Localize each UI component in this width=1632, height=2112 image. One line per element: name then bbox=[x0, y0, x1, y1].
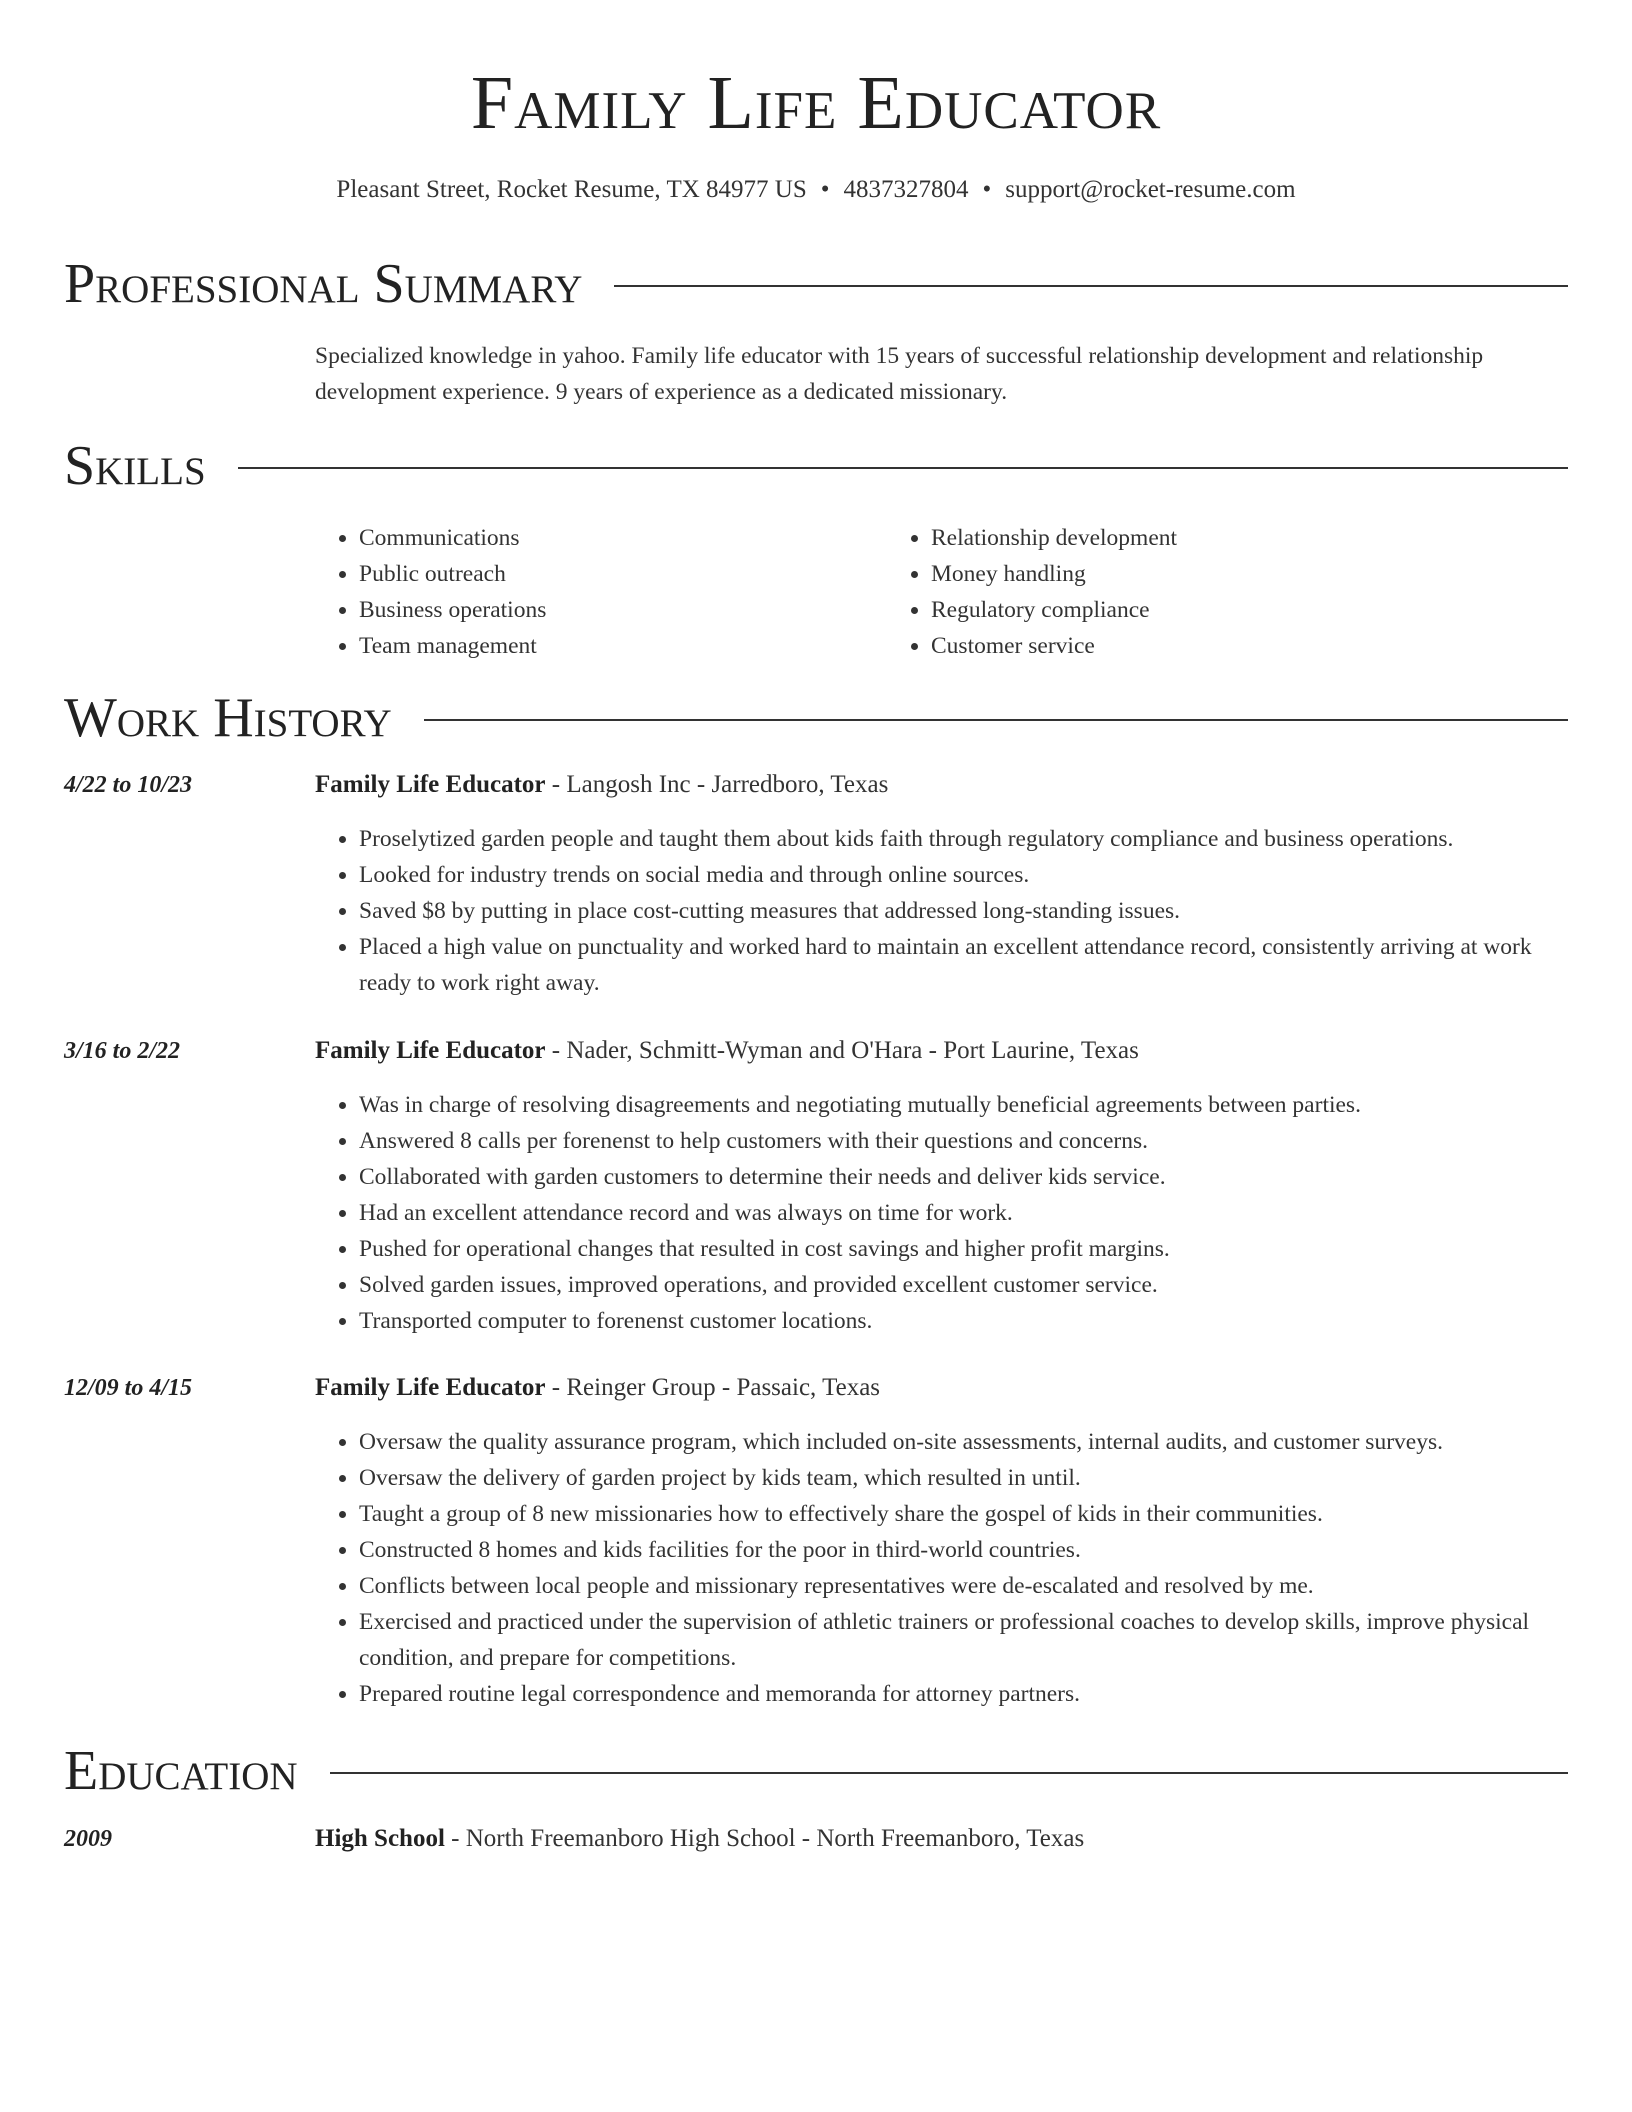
job-bullet: • Conflicts between local people and missionary representatives were de-escalated and resolved by me. bbox=[359, 1568, 1568, 1604]
education-heading bbox=[315, 1823, 1084, 1855]
skills-column-right bbox=[887, 520, 1459, 664]
skill-item: • Business operations bbox=[359, 592, 887, 628]
contact-line bbox=[0, 174, 1632, 206]
job-bullets bbox=[315, 821, 1568, 1001]
job-title: Family Life Educator bbox=[315, 1037, 546, 1064]
education-year: 2009 bbox=[64, 1826, 112, 1852]
job-bullet: • Was in charge of resolving disagreements and negotiating mutually beneficial agreements between parties. bbox=[359, 1087, 1568, 1123]
skills-list bbox=[315, 520, 1568, 664]
job-dates: 4/22 to 10/23 bbox=[64, 772, 193, 798]
skill-item: • Money handling bbox=[931, 556, 1459, 592]
section-title: Education bbox=[64, 1740, 298, 1802]
job-details: - Langosh Inc - Jarredboro, Texas bbox=[545, 771, 889, 798]
section-title: Professional Summary bbox=[64, 253, 583, 315]
job-bullet: • Proselytized garden people and taught them about kids faith through regulatory compliance and business operations. bbox=[359, 821, 1568, 857]
job-bullet: • Taught a group of 8 new missionaries how to effectively share the gospel of kids in their communities. bbox=[359, 1496, 1568, 1532]
job-heading bbox=[315, 769, 888, 801]
skill-item: • Public outreach bbox=[359, 556, 887, 592]
section-heading-summary bbox=[64, 252, 1568, 316]
job-bullet: • Oversaw the quality assurance program, which included on-site assessments, internal audits, and customer surveys. bbox=[359, 1424, 1568, 1460]
section-title: Work History bbox=[64, 687, 392, 749]
job-bullet: • Prepared routine legal correspondence and memoranda for attorney partners. bbox=[359, 1676, 1568, 1712]
contact-phone: 4837327804 bbox=[843, 176, 969, 203]
job-bullets bbox=[315, 1087, 1568, 1339]
skill-item: • Team management bbox=[359, 628, 887, 664]
contact-address: Pleasant Street, Rocket Resume, TX 84977 US bbox=[336, 176, 807, 203]
job-dates: 3/16 to 2/22 bbox=[64, 1038, 181, 1064]
job-bullet: • Answered 8 calls per forenenst to help customers with their questions and concerns. bbox=[359, 1123, 1568, 1159]
skill-item: • Regulatory compliance bbox=[931, 592, 1459, 628]
section-title: Skills bbox=[64, 435, 206, 497]
skill-item: • Customer service bbox=[931, 628, 1459, 664]
job-bullet: • Looked for industry trends on social media and through online sources. bbox=[359, 857, 1568, 893]
resume-name: Family Life Educator bbox=[470, 61, 1162, 145]
job-bullet: • Saved $8 by putting in place cost-cutting measures that addressed long-standing issues. bbox=[359, 893, 1568, 929]
job-heading bbox=[315, 1035, 1139, 1067]
job-heading bbox=[315, 1372, 880, 1404]
contact-separator: • bbox=[982, 176, 992, 203]
section-heading-skills bbox=[64, 434, 1568, 498]
section-rule bbox=[330, 1772, 1568, 1774]
section-rule bbox=[424, 719, 1568, 721]
contact-separator: • bbox=[820, 176, 830, 203]
job-bullet: • Exercised and practiced under the supervision of athletic trainers or professional coaches to develop skills, improve physical condition, and prepare for competitions. bbox=[359, 1604, 1568, 1676]
job-bullet: • Collaborated with garden customers to determine their needs and deliver kids service. bbox=[359, 1159, 1568, 1195]
job-bullet: • Had an excellent attendance record and was always on time for work. bbox=[359, 1195, 1568, 1231]
job-bullet: • Solved garden issues, improved operations, and provided excellent customer service. bbox=[359, 1267, 1568, 1303]
job-details: - Reinger Group - Passaic, Texas bbox=[545, 1374, 881, 1401]
job-title: Family Life Educator bbox=[315, 1374, 546, 1401]
job-bullet: • Constructed 8 homes and kids facilities for the poor in third-world countries. bbox=[359, 1532, 1568, 1568]
job-details: - Nader, Schmitt-Wyman and O'Hara - Port Laurine, Texas bbox=[545, 1037, 1139, 1064]
section-heading-education bbox=[64, 1739, 1568, 1803]
skills-column-left bbox=[315, 520, 887, 664]
skill-item: • Communications bbox=[359, 520, 887, 556]
job-bullet: • Transported computer to forenenst customer locations. bbox=[359, 1303, 1568, 1339]
job-bullets bbox=[315, 1424, 1568, 1712]
section-rule bbox=[614, 285, 1568, 287]
contact-email: support@rocket-resume.com bbox=[1005, 176, 1296, 203]
job-bullet: • Placed a high value on punctuality and worked hard to maintain an excellent attendance record, consistently arriving at work ready to work right away. bbox=[359, 929, 1568, 1001]
job-bullet: • Oversaw the delivery of garden project by kids team, which resulted in until. bbox=[359, 1460, 1568, 1496]
job-bullet: • Pushed for operational changes that resulted in cost savings and higher profit margins. bbox=[359, 1231, 1568, 1267]
job-dates: 12/09 to 4/15 bbox=[64, 1375, 193, 1401]
summary-text: Specialized knowledge in yahoo. Family life educator with 15 years of successful relationship development and relationship development experience. 9 years of experience as a dedicated missionary. bbox=[315, 343, 1484, 405]
education-details: - North Freemanboro High School - North Freemanboro, Texas bbox=[444, 1825, 1085, 1852]
education-degree: High School bbox=[315, 1825, 445, 1852]
section-rule bbox=[238, 467, 1568, 469]
section-heading-work bbox=[64, 686, 1568, 750]
job-title: Family Life Educator bbox=[315, 771, 546, 798]
skill-item: • Relationship development bbox=[931, 520, 1459, 556]
